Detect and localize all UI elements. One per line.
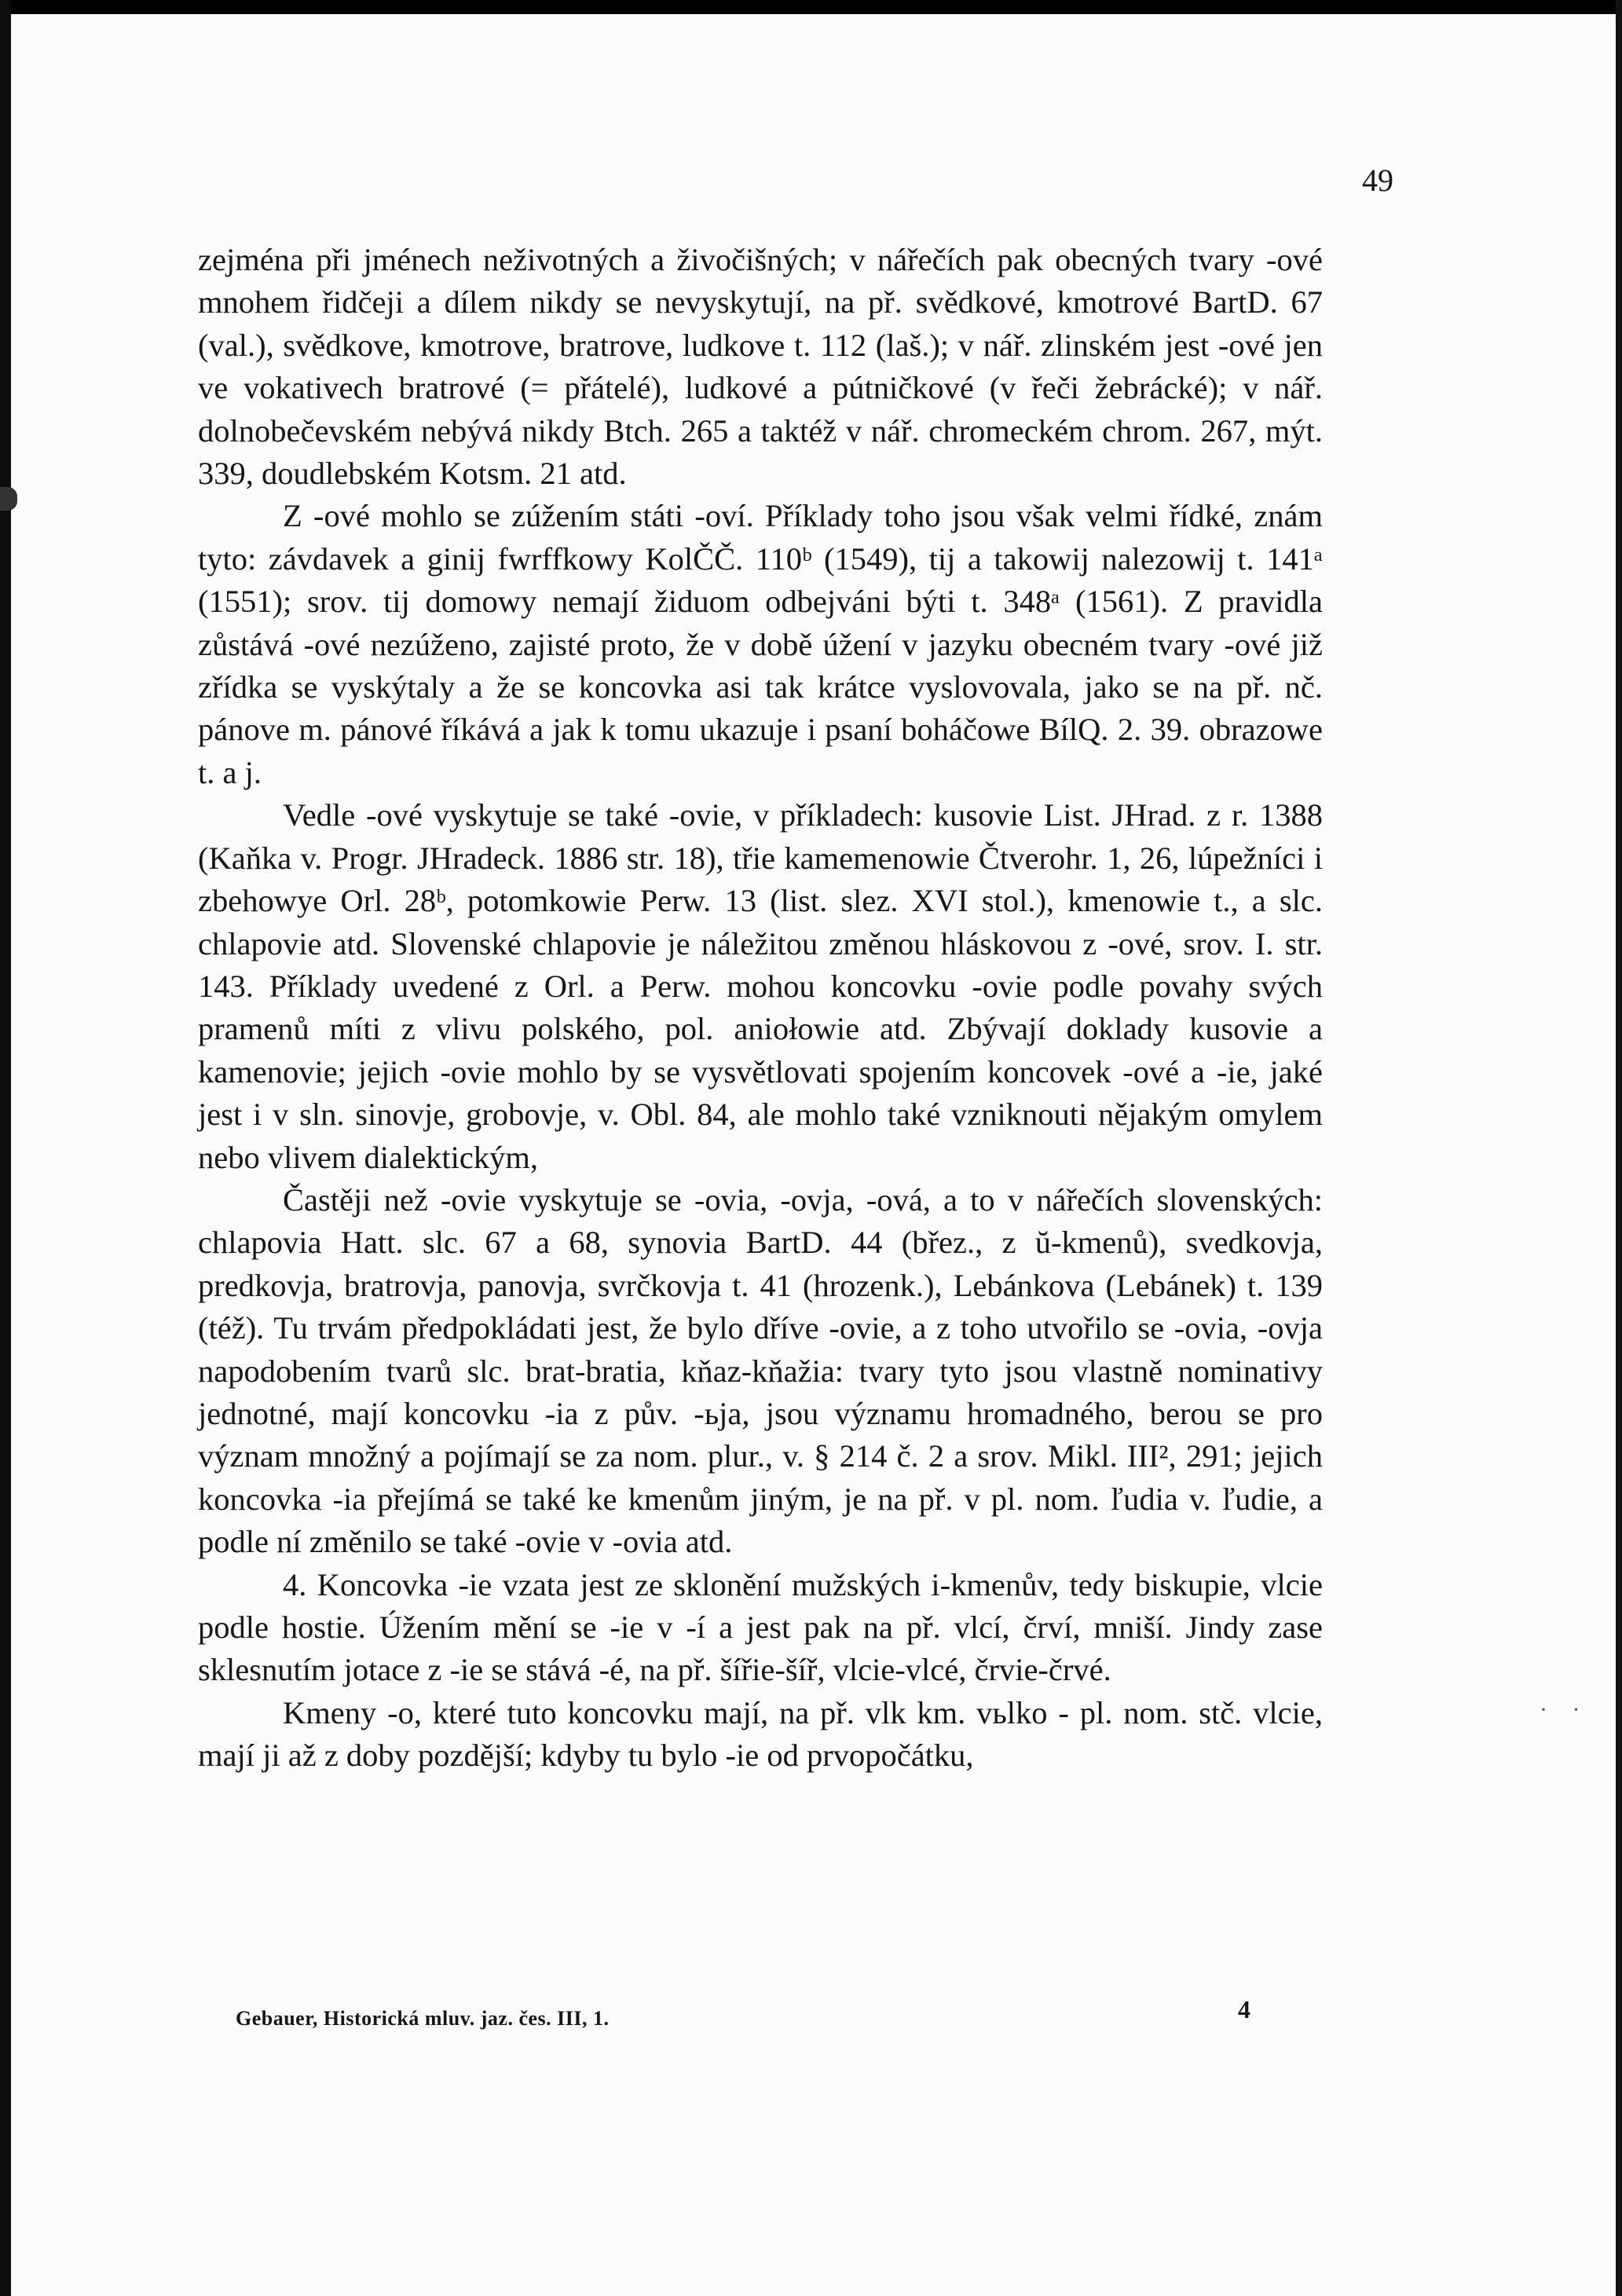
scan-border-left — [0, 0, 11, 2296]
body-text — [198, 239, 1323, 1778]
page-number: 49 — [1362, 163, 1393, 198]
footer-signature: 4 — [1238, 1995, 1250, 2023]
paragraph-6: Kmeny -o, které tuto koncovku mají, na př. vlk km. vьlko - pl. nom. stč. vlcie, mají ji až z doby pozdější; kdyby tu bylo -ie od prvopočátku, — [198, 1694, 1323, 1774]
scan-border-top — [0, 0, 1622, 14]
footer-citation: Gebauer, Historická mluv. jaz. čes. III, 1. — [236, 2007, 610, 2030]
paragraph-5: 4. Koncovka -ie vzata jest ze sklonění mužských i-kmenův, tedy biskupie, vlcie podle hostie. Úžením mění se -ie v -í a jest pak na př. vlcí, črví, mniší. Jindy zase sklesnutím jotace z -ie se stává -é, na př. šířie-šíř, vlcie-vlcé, črvie-črvé. — [198, 1566, 1323, 1688]
scan-border-right — [1616, 0, 1622, 2296]
paragraph-4: Častěji než -ovie vyskytuje se -ovia, -ovja, -ová, a to v nářečích slovenských: chlapovia Hatt. slc. 67 a 68, synovia BartD. 44 (břez., z ŭ-kmenů), svedkovja, predkovja, bratrovja, panovja, svrčkovja t. 41 (hrozenk.), Lebánkova (Lebánek) t. 139 (též). Tu trvám předpokládati jest, že bylo dříve -ovie, a z toho utvořilo se -ovia, -ovja napodobením tvarů slc. brat-bratia, kňaz-kňažia: tvary tyto jsou vlastně nominativy jednotné, mají koncovku -ia z pův. -ьja, jsou významu hromadného, berou se pro význam množný a pojímají se za nom. plur., v. § 214 č. 2 a srov. Mikl. III², 291; jejich koncovka -ia přejímá se také ke kmenům jiným, je na př. v pl. nom. ľudia v. ľudie, a podle ní změnilo se také -ovie v -ovia atd. — [198, 1181, 1323, 1560]
paragraph-1: zejména při jménech neživotných a živočišných; v nářečích pak obecných tvary -ové mnohem řidčeji a dílem nikdy se nevyskytují, na př. svědkové, kmotrové BartD. 67 (val.), svědkove, kmotrove, bratrove, ludkove t. 112 (laš.); v nář. zlinském jest -ové jen ve vokativech bratrové (= přátelé), ludkové a pútničkové (v řeči žebrácké); v nář. dolnobečevském nebývá nikdy Btch. 265 a taktéž v nář. chromeckém chrom. 267, mýt. 339, doudlebském Kotsm. 21 atd. — [198, 242, 1323, 492]
paragraph-2: Z -ové mohlo se zúžením státi -oví. Příklady toho jsou však velmi řídké, znám tyto: závdavek a ginij fwrffkowy KolČČ. 110ᵇ (1549), tij a takowij nalezowij t. 141ᵃ (1551); srov. tij domowy nemají židuom odbejváni býti t. 348ᵃ (1561). Z pravidla zůstává -ové nezúženo, zajisté proto, že v době úžení v jazyku obecném tvary -ové již zřídka se vyskýtaly a že se koncovka asi tak krátce vyslovovala, jako se na př. nč. pánove m. pánové říkává a jak k tomu ukazuje i psaní boháčowe BílQ. 2. 39. obrazowe t. a j. — [198, 498, 1323, 790]
paragraph-3: Vedle -ové vyskytuje se také -ovie, v příkladech: kusovie List. JHrad. z r. 1388 (Kaňka v. Progr. JHradeck. 1886 str. 18), třie kamemenowie Čtverohr. 1, 26, lúpežníci i zbehowye Orl. 28ᵇ, potomkowie Perw. 13 (list. slez. XVI stol.), kmenowie t., a slc. chlapovie atd. Slovenské chlapovie je náležitou změnou hláskovou z -ové, srov. I. str. 143. Příklady uvedené z Orl. a Perw. mohou koncovku -ovie podle povahy svých pramenů míti z vlivu polského, pol. aniołowie atd. Zbývají doklady kusovie a kamenovie; jejich -ovie mohlo by se vysvětlovati spojením koncovek -ové a -ie, jaké jest i v sln. sinovje, grobovje, v. Obl. 84, ale mohlo také vzniknouti nějakým omylem nebo vlivem dialektickým, — [198, 797, 1323, 1175]
margin-dots: · · — [1540, 1697, 1590, 1723]
scan-binding-mark — [0, 487, 17, 511]
